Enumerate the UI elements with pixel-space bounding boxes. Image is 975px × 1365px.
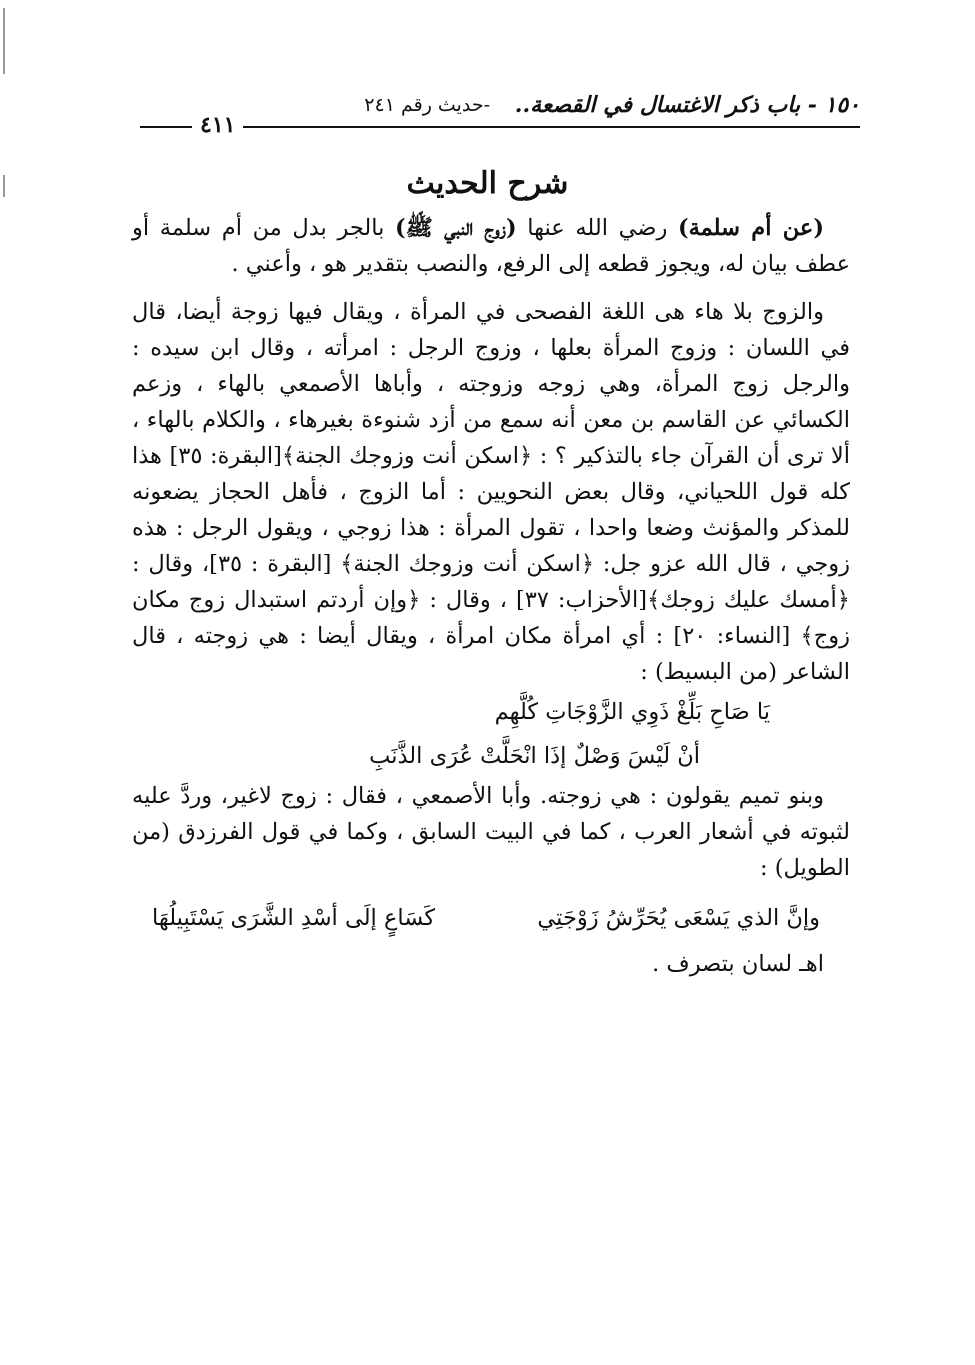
paragraph-tamim: وبنو تميم يقولون : هي زوجته. وأبا الأصمعي ، فقال : زوج لاغير، وردَّ عليه لثبوته في أشعار العرب ، كما في البيت السابق ، وكما في قول الفرزدق (من الطويل) : (132, 783, 850, 881)
poem-verse-line: أنْ لَيْسَ وَصْلٌ إذَا انْحَلَّتْ عُرَى الذَّنَبِ (369, 743, 700, 769)
chapter-title: ١٥٠ - باب ذكر الاغتسال في القصعة.. (514, 92, 860, 118)
header-rule (140, 126, 860, 128)
poem-verse-farazdaq (132, 896, 850, 940)
source-note: اهـ لسان بتصرف . (652, 951, 824, 977)
commentary-body (132, 210, 850, 982)
verse-first-hemistich: وإنَّ الذي يَسْعَى يُحَرِّشُ زَوْجَتِي (537, 905, 820, 931)
section-heading: شرح الحديث (406, 166, 569, 201)
binding-edge-mark (3, 8, 5, 74)
hadith-number: -حديث رقم ٢٤١ (364, 94, 490, 116)
paragraph-text: بالجر بدل من أم سلمة أو عطف بيان له، ويجوز قطعه إلى الرفع، والنصب بتقدير هو ، وأعني . (132, 215, 850, 277)
bold-phrase: (عن أم سلمة) (677, 215, 824, 241)
paragraph-intro (132, 210, 850, 282)
paragraph-text: رضي الله عنها (516, 215, 678, 241)
bold-phrase: (زوج النبي ﷺ) (395, 215, 517, 241)
running-header (140, 92, 860, 138)
verse-second-hemistich: كَسَاعٍ إلَى أسْدِ الشَّرَى يَسْتَبِيلُهَا (152, 905, 436, 931)
paragraph-zawj: والزوج بلا هاء هى اللغة الفصحى في المرأة ، ويقال فيها زوجة أيضا، قال في اللسان : وزوج المرأة بعلها ، وزوج الرجل : امرأته ، وقال ابن سيده : والرجل زوج المرأة، وهي زوجه وزوجته ، وأباها الأصمعي بالهاء ، وزعم الكسائي عن القاسم بن معن أنه سمع من أزد شنوءة بغيرهاء ، والكلام بالهاء ، ألا ترى أن القرآن جاء بالتذكير ؟ : ﴿اسكن أنت وزوجك الجنة﴾[البقرة: ٣٥] هذا كله قول اللحياني، وقال بعض النحويين : أما الزوج ، فأهل الحجاز يضعونه للمذكر والمؤنث وضعا واحدا ، تقول المرأة : هذا زوجي ، ويقول الرجل : هذه زوجي ، قال الله عزو جل: ﴿اسكن أنت وزوجك الجنة﴾ [البقرة : ٣٥]، وقال : ﴿أمسك عليك زوجك﴾[الأحزاب: ٣٧] ، وقال : ﴿وإن أردتم استبدال زوج مكان زوج﴾ [النساء: ٢٠] : أي امرأة مكان امرأة ، ويقال أيضا : هي زوجته ، قال الشاعر (من البسيط) : (132, 299, 851, 685)
page-number: ٤١١ (192, 112, 243, 138)
poem-verse-line: يَا صَاحِ بَلِّغْ ذَوِي الزَّوْجَاتِ كُلَّهِم (494, 699, 770, 725)
